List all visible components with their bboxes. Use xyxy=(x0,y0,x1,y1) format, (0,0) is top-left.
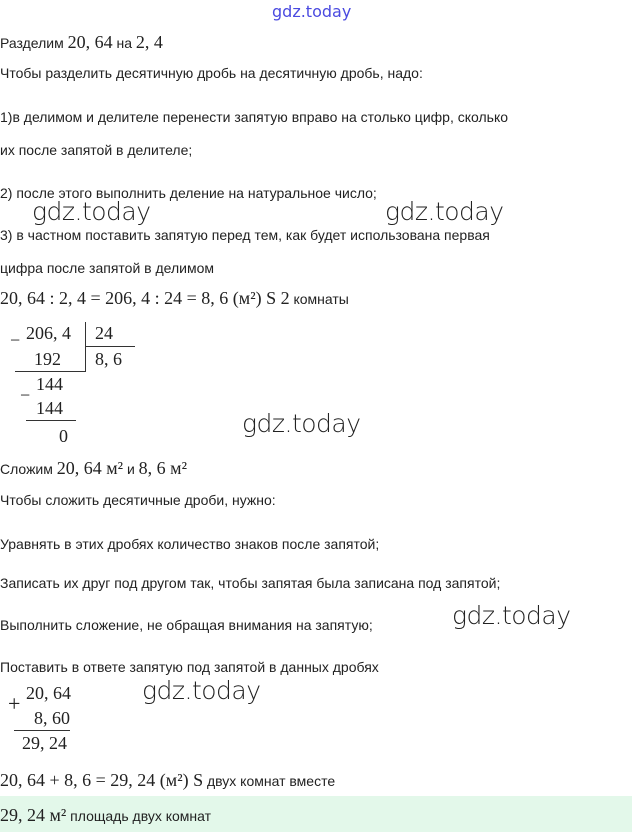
divisor: 24 xyxy=(95,323,113,343)
watermark: gdz.today xyxy=(142,676,261,705)
line-add-step-2: Записать их друг под другом так, чтобы запятая была записана под запятой; xyxy=(0,575,501,591)
line-add-rule: Чтобы сложить десятичные дроби, нужно: xyxy=(0,492,276,508)
line-rule-2: 2) после этого выполнить деление на натуральное число; xyxy=(0,185,377,201)
minus-sign: − xyxy=(10,330,21,350)
equation-division xyxy=(0,289,349,308)
underline xyxy=(15,371,85,372)
line-rule-3: 3) в частном поставить запятую перед тем, как будет использована первая xyxy=(0,227,490,243)
watermark-top: gdz.today xyxy=(272,2,352,21)
watermark: gdz.today xyxy=(385,197,504,226)
answer-line xyxy=(0,806,211,825)
watermark: gdz.today xyxy=(242,409,361,438)
quotient-line xyxy=(85,346,135,347)
plus-sign: + xyxy=(8,691,21,716)
line-rule-3-cont: цифра после запятой в делимом xyxy=(0,260,214,276)
math: 8, 6 м² xyxy=(138,458,187,478)
minus-sign: − xyxy=(20,385,31,405)
underline xyxy=(26,420,76,421)
text: площадь двух комнат xyxy=(66,808,212,824)
sum: 29, 24 xyxy=(22,733,67,753)
text: Разделим xyxy=(0,35,68,51)
line-rule-intro: Чтобы разделить десятичную дробь на десятичную дробь, надо: xyxy=(0,65,423,81)
text: и xyxy=(123,461,139,477)
line-add-intro xyxy=(0,459,187,478)
sum-line xyxy=(14,730,70,731)
final-remainder: 0 xyxy=(59,426,68,446)
addend: 20, 64 xyxy=(26,683,71,703)
equation-sum xyxy=(0,771,335,790)
division-bar xyxy=(85,322,86,372)
quotient: 8, 6 xyxy=(95,349,122,369)
line-add-step-4: Поставить в ответе запятую под запятой в данных дробях xyxy=(0,659,379,675)
watermark: gdz.today xyxy=(452,601,571,630)
text: на xyxy=(112,35,136,51)
math: 20, 64 : 2, 4 = 206, 4 : 24 = 8, 6 (м²) S 2 xyxy=(0,288,290,308)
text: двух комнат вместе xyxy=(203,773,336,789)
watermark: gdz.today xyxy=(32,197,151,226)
math: 29, 24 м² xyxy=(0,805,67,825)
line-add-step-1: Уравнять в этих дробях количество знаков после запятой; xyxy=(0,536,380,552)
text: комнаты xyxy=(289,291,349,307)
line-rule-1-cont: их после запятой в делителе; xyxy=(0,142,193,158)
line-add-step-3: Выполнить сложение, не обращая внимания на запятую; xyxy=(0,617,373,633)
dividend: 206, 4 xyxy=(26,323,71,343)
subtrahend: 192 xyxy=(34,349,61,369)
math: 2, 4 xyxy=(135,32,163,52)
math: 20, 64 + 8, 6 = 29, 24 (м²) S xyxy=(0,770,204,790)
remainder: 144 xyxy=(36,374,63,394)
subtrahend: 144 xyxy=(36,398,63,418)
text: Сложим xyxy=(0,461,57,477)
math: 20, 64 м² xyxy=(56,458,124,478)
line-rule-1: 1)в делимом и делителе перенести запятую вправо на столько цифр, сколько xyxy=(0,109,509,125)
math: 20, 64 xyxy=(67,32,113,52)
line-divide-intro xyxy=(0,33,163,52)
addend: 8, 60 xyxy=(34,708,70,728)
